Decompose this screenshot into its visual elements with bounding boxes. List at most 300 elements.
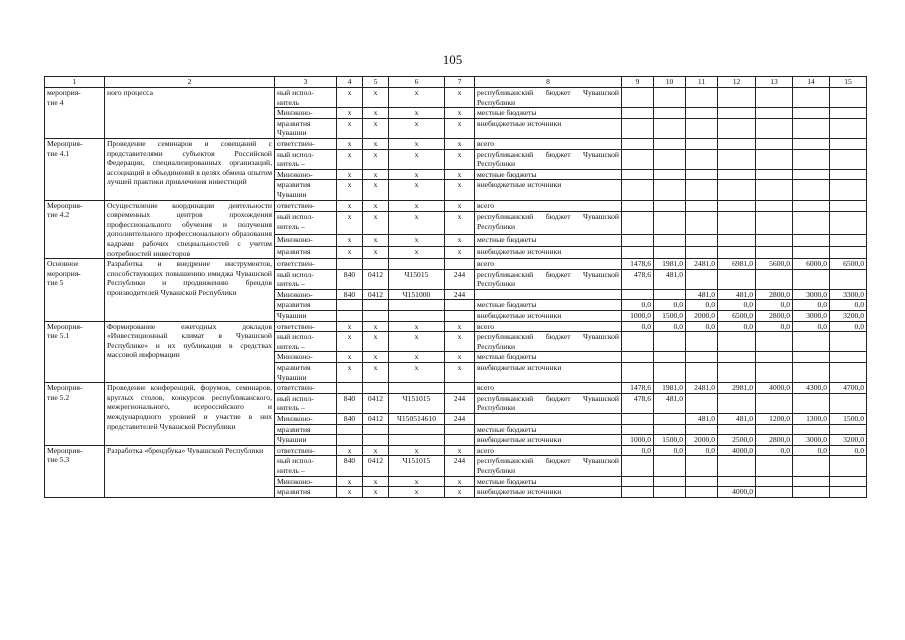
budget-code-cell: x — [445, 247, 475, 259]
amount-cell — [830, 424, 867, 435]
amount-cell: 0,0 — [756, 321, 793, 332]
budget-code-cell: x — [337, 200, 363, 212]
amount-cell — [793, 363, 830, 383]
budget-code-cell: x — [337, 118, 363, 138]
amount-cell: 1478,6 — [622, 259, 654, 270]
amount-cell — [686, 138, 718, 149]
amount-cell: 3000,0 — [793, 289, 830, 300]
amount-cell — [756, 487, 793, 498]
amount-cell: 2800,0 — [756, 289, 793, 300]
amount-cell: 6500,0 — [830, 259, 867, 270]
budget-code-cell — [337, 259, 363, 270]
executor-cell: Чувашии — [275, 435, 337, 446]
amount-cell — [756, 269, 793, 289]
amount-cell — [830, 332, 867, 352]
column-header: 2 — [105, 77, 275, 88]
budget-code-cell: 840 — [337, 289, 363, 300]
budget-code-cell: x — [445, 200, 475, 212]
amount-cell: 6500,0 — [718, 311, 756, 322]
amount-cell — [793, 212, 830, 235]
amount-cell: 0,0 — [654, 300, 686, 311]
budget-code-cell: x — [445, 352, 475, 363]
amount-cell — [830, 393, 867, 413]
amount-cell — [718, 247, 756, 259]
budget-code-cell: x — [337, 108, 363, 119]
amount-cell: 6981,0 — [718, 259, 756, 270]
executor-cell: мразвития — [275, 247, 337, 259]
amount-cell: 3200,0 — [830, 435, 867, 446]
budget-code-cell: x — [389, 180, 445, 200]
budget-code-cell — [445, 259, 475, 270]
amount-cell — [830, 88, 867, 108]
budget-code-cell: x — [337, 476, 363, 487]
amount-cell — [686, 332, 718, 352]
amount-cell: 2481,0 — [686, 259, 718, 270]
budget-code-cell: x — [337, 247, 363, 259]
amount-cell — [654, 424, 686, 435]
event-name: ного процесса — [105, 88, 275, 139]
amount-cell — [654, 247, 686, 259]
amount-cell — [830, 363, 867, 383]
budget-code-cell: x — [389, 88, 445, 108]
funding-source-cell: местные бюджеты — [475, 300, 622, 311]
amount-cell — [756, 424, 793, 435]
amount-cell — [756, 108, 793, 119]
amount-cell: 1500,0 — [654, 311, 686, 322]
budget-code-cell: x — [445, 108, 475, 119]
budget-code-cell: x — [445, 88, 475, 108]
budget-code-cell: x — [363, 321, 389, 332]
budget-code-cell: x — [389, 138, 445, 149]
amount-cell — [686, 149, 718, 169]
budget-code-cell: x — [337, 321, 363, 332]
amount-cell — [830, 212, 867, 235]
event-label: Мероприя- тие 4.1 — [45, 138, 105, 200]
budget-code-cell: 244 — [445, 414, 475, 425]
column-header: 14 — [793, 77, 830, 88]
budget-code-cell: x — [337, 180, 363, 200]
amount-cell — [686, 247, 718, 259]
budget-code-cell: Ч150514610 — [389, 414, 445, 425]
amount-cell — [622, 424, 654, 435]
amount-cell — [830, 149, 867, 169]
budget-code-cell — [337, 424, 363, 435]
amount-cell — [830, 476, 867, 487]
budget-code-cell — [389, 435, 445, 446]
amount-cell — [654, 487, 686, 498]
amount-cell — [622, 138, 654, 149]
amount-cell — [756, 149, 793, 169]
executor-cell: Чувашии — [275, 311, 337, 322]
amount-cell — [830, 235, 867, 247]
executor-cell: мразвития — [275, 300, 337, 311]
amount-cell: 0,0 — [756, 445, 793, 456]
executor-cell: Минэконо- — [275, 289, 337, 300]
amount-cell — [686, 88, 718, 108]
budget-code-cell — [389, 259, 445, 270]
budget-code-cell: x — [337, 138, 363, 149]
amount-cell — [756, 169, 793, 180]
table-row — [45, 445, 867, 456]
event-label: Мероприя- тие 5.3 — [45, 445, 105, 497]
executor-cell: ответствен- — [275, 321, 337, 332]
executor-cell: мразвития Чувашии — [275, 180, 337, 200]
amount-cell — [654, 414, 686, 425]
executor-cell: ный испол- нитель — [275, 88, 337, 108]
amount-cell — [654, 235, 686, 247]
amount-cell: 1981,0 — [654, 383, 686, 394]
column-header: 3 — [275, 77, 337, 88]
amount-cell — [654, 200, 686, 212]
budget-code-cell — [337, 300, 363, 311]
column-header: 8 — [475, 77, 622, 88]
funding-source-cell: всего — [475, 200, 622, 212]
amount-cell: 0,0 — [654, 445, 686, 456]
executor-cell: ответствен- — [275, 383, 337, 394]
amount-cell — [718, 363, 756, 383]
budget-code-cell: 244 — [445, 289, 475, 300]
amount-cell: 481,0 — [718, 414, 756, 425]
amount-cell — [622, 200, 654, 212]
budget-code-cell: x — [337, 352, 363, 363]
amount-cell — [830, 200, 867, 212]
budget-code-cell: 244 — [445, 393, 475, 413]
budget-code-cell — [389, 300, 445, 311]
executor-cell: Минэконо- — [275, 476, 337, 487]
column-header: 11 — [686, 77, 718, 88]
amount-cell — [793, 393, 830, 413]
funding-source-cell: внебюджетные источники — [475, 118, 622, 138]
funding-source-cell: местные бюджеты — [475, 235, 622, 247]
program-table — [44, 76, 867, 498]
amount-cell — [654, 332, 686, 352]
funding-source-cell: внебюджетные источники — [475, 311, 622, 322]
budget-code-cell: x — [363, 212, 389, 235]
budget-code-cell: x — [363, 476, 389, 487]
funding-source-cell: внебюджетные источники — [475, 180, 622, 200]
amount-cell — [756, 235, 793, 247]
funding-source-cell: всего — [475, 383, 622, 394]
amount-cell: 2981,0 — [718, 383, 756, 394]
amount-cell — [718, 393, 756, 413]
column-header: 6 — [389, 77, 445, 88]
amount-cell: 5600,0 — [756, 259, 793, 270]
amount-cell — [654, 169, 686, 180]
amount-cell — [654, 180, 686, 200]
amount-cell — [686, 393, 718, 413]
amount-cell: 3300,0 — [830, 289, 867, 300]
budget-code-cell: x — [389, 235, 445, 247]
budget-code-cell: x — [363, 138, 389, 149]
amount-cell — [793, 456, 830, 476]
amount-cell — [654, 149, 686, 169]
amount-cell — [718, 269, 756, 289]
amount-cell — [793, 200, 830, 212]
amount-cell — [756, 118, 793, 138]
budget-code-cell: x — [363, 118, 389, 138]
budget-code-cell: x — [363, 487, 389, 498]
amount-cell — [756, 180, 793, 200]
amount-cell — [686, 200, 718, 212]
column-header: 10 — [654, 77, 686, 88]
budget-code-cell: x — [337, 487, 363, 498]
amount-cell: 3000,0 — [793, 311, 830, 322]
amount-cell — [756, 332, 793, 352]
amount-cell: 0,0 — [718, 300, 756, 311]
page-number: 105 — [442, 52, 463, 67]
amount-cell — [654, 108, 686, 119]
amount-cell — [793, 332, 830, 352]
table-row — [45, 88, 867, 108]
amount-cell — [686, 235, 718, 247]
budget-code-cell — [363, 424, 389, 435]
event-label: Мероприя- тие 5.2 — [45, 383, 105, 446]
amount-cell — [718, 118, 756, 138]
budget-code-cell: x — [363, 169, 389, 180]
amount-cell — [622, 456, 654, 476]
amount-cell: 0,0 — [622, 300, 654, 311]
budget-code-cell: x — [363, 200, 389, 212]
amount-cell — [830, 138, 867, 149]
amount-cell: 0,0 — [830, 445, 867, 456]
amount-cell — [622, 247, 654, 259]
budget-code-cell — [363, 311, 389, 322]
amount-cell — [718, 169, 756, 180]
amount-cell — [622, 108, 654, 119]
amount-cell — [654, 118, 686, 138]
budget-code-cell: Ч151015 — [389, 393, 445, 413]
executor-cell: ный испол- нитель – — [275, 212, 337, 235]
budget-code-cell: x — [363, 445, 389, 456]
amount-cell: 2800,0 — [756, 435, 793, 446]
amount-cell — [686, 363, 718, 383]
budget-code-cell: x — [337, 332, 363, 352]
executor-cell: Минэконо- — [275, 108, 337, 119]
amount-cell — [718, 88, 756, 108]
amount-cell — [793, 424, 830, 435]
amount-cell — [718, 180, 756, 200]
amount-cell — [622, 289, 654, 300]
budget-code-cell: x — [389, 200, 445, 212]
funding-source-cell: республиканский бюджет Чувашской Республики — [475, 393, 622, 413]
amount-cell: 1000,0 — [622, 435, 654, 446]
budget-code-cell: 244 — [445, 269, 475, 289]
executor-cell: ответствен- — [275, 259, 337, 270]
column-header: 12 — [718, 77, 756, 88]
budget-code-cell: x — [337, 149, 363, 169]
funding-source-cell: республиканский бюджет Чувашской Республики — [475, 149, 622, 169]
amount-cell: 2481,0 — [686, 383, 718, 394]
amount-cell — [622, 149, 654, 169]
amount-cell: 1300,0 — [793, 414, 830, 425]
budget-code-cell: x — [337, 363, 363, 383]
amount-cell — [718, 352, 756, 363]
amount-cell — [622, 363, 654, 383]
amount-cell — [718, 332, 756, 352]
event-label: Мероприя- тие 4.2 — [45, 200, 105, 259]
budget-code-cell — [445, 383, 475, 394]
budget-code-cell: x — [389, 169, 445, 180]
amount-cell — [718, 476, 756, 487]
budget-code-cell: x — [363, 352, 389, 363]
amount-cell — [654, 138, 686, 149]
budget-code-cell: x — [389, 352, 445, 363]
amount-cell: 3200,0 — [830, 311, 867, 322]
executor-cell: Минэконо- — [275, 352, 337, 363]
event-label: мероприя- тие 4 — [45, 88, 105, 139]
amount-cell — [718, 456, 756, 476]
amount-cell — [622, 235, 654, 247]
executor-cell: ный испол- нитель – — [275, 456, 337, 476]
amount-cell: 478,6 — [622, 393, 654, 413]
budget-code-cell — [445, 300, 475, 311]
amount-cell — [830, 456, 867, 476]
budget-code-cell: x — [445, 363, 475, 383]
amount-cell — [654, 476, 686, 487]
amount-cell — [830, 487, 867, 498]
amount-cell — [622, 332, 654, 352]
amount-cell: 2000,0 — [686, 311, 718, 322]
budget-code-cell — [363, 300, 389, 311]
budget-code-cell — [389, 311, 445, 322]
amount-cell: 1981,0 — [654, 259, 686, 270]
amount-cell — [686, 487, 718, 498]
amount-cell — [756, 393, 793, 413]
budget-code-cell — [389, 383, 445, 394]
amount-cell: 4000,0 — [718, 445, 756, 456]
amount-cell — [622, 88, 654, 108]
budget-code-cell: x — [389, 108, 445, 119]
amount-cell: 1500,0 — [830, 414, 867, 425]
amount-cell — [686, 118, 718, 138]
amount-cell: 4700,0 — [830, 383, 867, 394]
amount-cell — [622, 169, 654, 180]
amount-cell — [830, 180, 867, 200]
budget-code-cell: 840 — [337, 393, 363, 413]
executor-cell: Минэконо- — [275, 169, 337, 180]
budget-code-cell: x — [363, 108, 389, 119]
amount-cell — [756, 200, 793, 212]
executor-cell: ный испол- нитель – — [275, 269, 337, 289]
budget-code-cell: x — [363, 235, 389, 247]
column-header: 9 — [622, 77, 654, 88]
event-name: Проведение семинаров и совещаний с представителями субъектов Российской Федерации, специализированных организаций, ассоциаций в объединений в целях обмена опытом лучшей практики привлечения инвестиций — [105, 138, 275, 200]
budget-code-cell: 0412 — [363, 456, 389, 476]
amount-cell — [654, 352, 686, 363]
amount-cell — [793, 149, 830, 169]
budget-code-cell: Ч151015 — [389, 456, 445, 476]
budget-code-cell: 840 — [337, 414, 363, 425]
amount-cell: 1478,6 — [622, 383, 654, 394]
amount-cell — [756, 247, 793, 259]
amount-cell — [718, 424, 756, 435]
budget-code-cell: x — [389, 321, 445, 332]
funding-source-cell: местные бюджеты — [475, 352, 622, 363]
amount-cell: 0,0 — [830, 321, 867, 332]
budget-code-cell — [337, 383, 363, 394]
budget-code-cell: x — [389, 149, 445, 169]
amount-cell — [793, 352, 830, 363]
amount-cell: 3000,0 — [793, 435, 830, 446]
table-row — [45, 259, 867, 270]
budget-code-cell — [363, 383, 389, 394]
amount-cell — [756, 138, 793, 149]
budget-code-cell: x — [445, 476, 475, 487]
amount-cell — [793, 235, 830, 247]
amount-cell — [686, 212, 718, 235]
funding-source-cell: внебюджетные источники — [475, 247, 622, 259]
executor-cell: ный испол- нитель – — [275, 149, 337, 169]
amount-cell: 0,0 — [793, 321, 830, 332]
amount-cell — [830, 108, 867, 119]
funding-source-cell: всего — [475, 138, 622, 149]
amount-cell — [756, 476, 793, 487]
budget-code-cell: x — [389, 247, 445, 259]
budget-code-cell: x — [445, 321, 475, 332]
table-row — [45, 200, 867, 212]
budget-code-cell: x — [363, 332, 389, 352]
amount-cell — [793, 247, 830, 259]
amount-cell — [830, 169, 867, 180]
column-header: 4 — [337, 77, 363, 88]
column-header: 5 — [363, 77, 389, 88]
budget-code-cell: 0412 — [363, 289, 389, 300]
budget-code-cell: x — [337, 235, 363, 247]
amount-cell — [718, 235, 756, 247]
amount-cell — [756, 352, 793, 363]
amount-cell — [654, 363, 686, 383]
amount-cell: 4000,0 — [718, 487, 756, 498]
amount-cell: 0,0 — [830, 300, 867, 311]
budget-code-cell: x — [389, 445, 445, 456]
amount-cell — [756, 363, 793, 383]
event-name: Проведение конференций, форумов, семинаров, круглых столов, конкурсов республиканского, межрегионального, всероссийского и международного уровней и участие в них представителей Чувашской Республики — [105, 383, 275, 446]
budget-code-cell: x — [389, 118, 445, 138]
amount-cell — [686, 476, 718, 487]
amount-cell: 481,0 — [654, 393, 686, 413]
amount-cell — [830, 118, 867, 138]
amount-cell: 478,6 — [622, 269, 654, 289]
table-row — [45, 138, 867, 149]
column-header-row — [45, 77, 867, 88]
amount-cell: 4300,0 — [793, 383, 830, 394]
executor-cell: мразвития — [275, 424, 337, 435]
budget-code-cell: x — [389, 363, 445, 383]
amount-cell — [793, 180, 830, 200]
amount-cell — [654, 212, 686, 235]
budget-code-cell: 244 — [445, 456, 475, 476]
budget-code-cell: x — [445, 212, 475, 235]
budget-code-cell — [445, 311, 475, 322]
amount-cell: 1200,0 — [756, 414, 793, 425]
executor-cell: Минэконо- — [275, 235, 337, 247]
budget-code-cell: x — [337, 88, 363, 108]
column-header: 15 — [830, 77, 867, 88]
executor-cell: ный испол- нитель – — [275, 332, 337, 352]
amount-cell: 481,0 — [686, 289, 718, 300]
budget-code-cell: x — [445, 180, 475, 200]
executor-cell: ный испол- нитель – — [275, 393, 337, 413]
budget-code-cell — [363, 435, 389, 446]
budget-code-cell: x — [337, 445, 363, 456]
amount-cell: 2000,0 — [686, 435, 718, 446]
budget-code-cell: 840 — [337, 269, 363, 289]
amount-cell — [793, 269, 830, 289]
amount-cell — [793, 169, 830, 180]
budget-code-cell: x — [363, 88, 389, 108]
amount-cell — [718, 149, 756, 169]
amount-cell — [686, 269, 718, 289]
